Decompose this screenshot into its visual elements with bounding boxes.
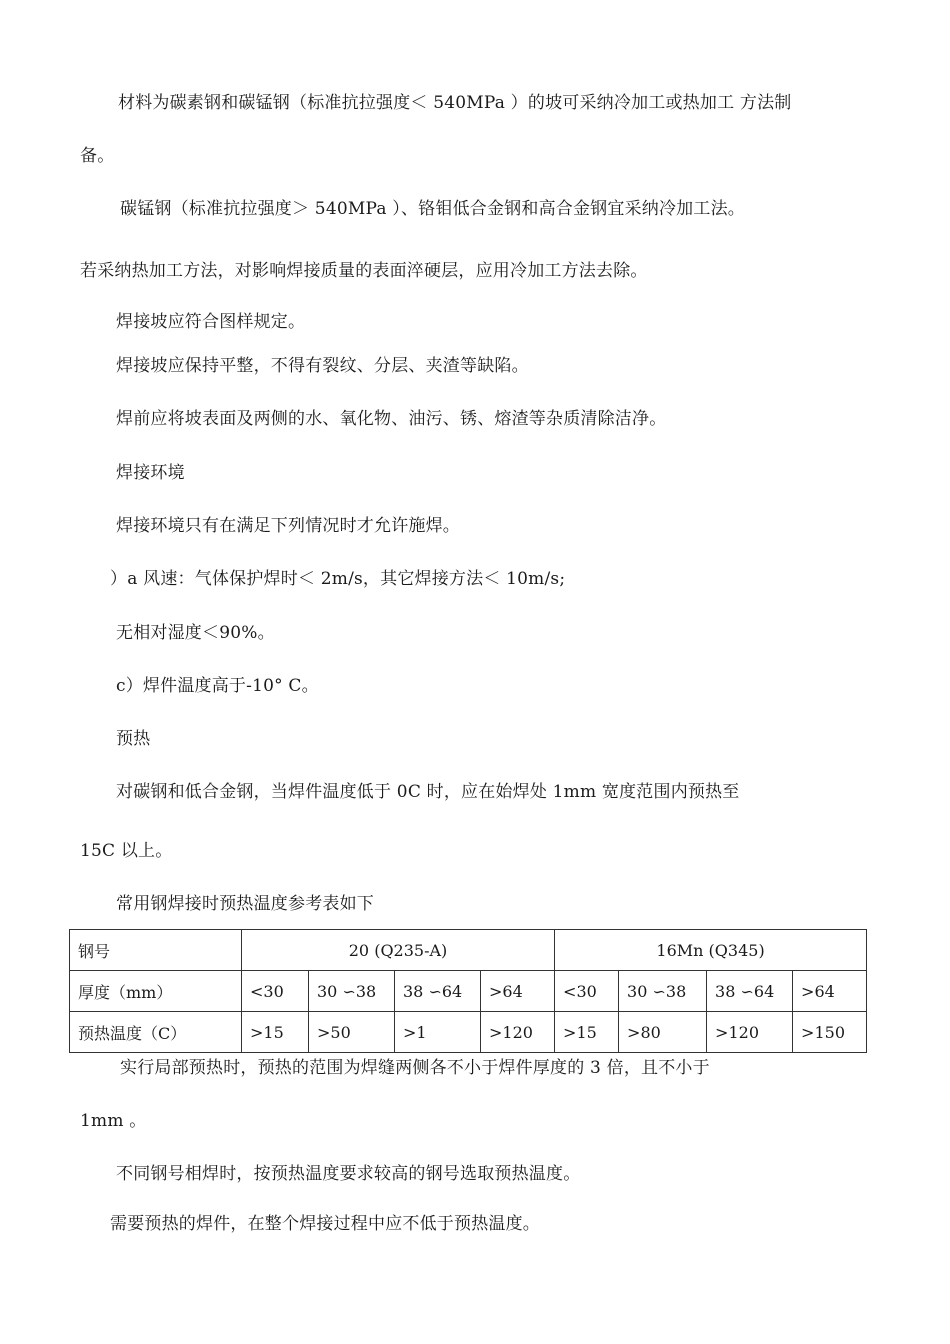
list-item-wind-speed: ）a 风速：气体保护焊时＜ 2m/s，其它焊接方法＜ 10m/s; (110, 569, 566, 589)
paragraph-bevel-clean: 焊前应将坡表面及两侧的水、氧化物、油污、锈、熔渣等杂质清除洁净。 (116, 409, 667, 429)
table-cell: <30 (555, 971, 619, 1012)
table-caption: 常用钢焊接时预热温度参考表如下 (116, 894, 374, 914)
table-cell: 30 ∽38 (619, 971, 707, 1012)
table-cell: >120 (481, 1012, 555, 1053)
table-cell: >120 (707, 1012, 793, 1053)
paragraph-local-preheat-cont: 1mm 。 (80, 1111, 147, 1131)
header-steel-grade-label: 钢号 (70, 930, 242, 971)
paragraph-environment-conditions: 焊接环境只有在满足下列情况时才允许施焊。 (116, 516, 460, 536)
paragraph-bevel-drawing: 焊接坡应符合图样规定。 (116, 312, 306, 332)
table-cell: >150 (793, 1012, 867, 1053)
paragraph-bevel-flat: 焊接坡应保持平整，不得有裂纹、分层、夹渣等缺陷。 (116, 356, 529, 376)
list-item-humidity: 无相对湿度＜90%。 (116, 623, 275, 643)
list-item-temperature: c）焊件温度高于-10° C。 (116, 676, 319, 696)
table-cell: >80 (619, 1012, 707, 1053)
table-cell: >64 (793, 971, 867, 1012)
table-cell: 38 ∽64 (707, 971, 793, 1012)
table-cell: >50 (309, 1012, 395, 1053)
paragraph-bevel-method-cont: 备。 (80, 146, 115, 166)
paragraph-local-preheat: 实行局部预热时，预热的范围为焊缝两侧各不小于焊件厚度的 3 倍，且不小于 (120, 1058, 710, 1078)
heading-preheat: 预热 (116, 729, 151, 749)
heading-welding-environment: 焊接环境 (116, 463, 185, 483)
table-cell: >64 (481, 971, 555, 1012)
thickness-label: 厚度（mm） (70, 971, 242, 1012)
paragraph-preheat-rule-cont: 15C 以上。 (80, 841, 173, 861)
header-steel-b: 16Mn (Q345) (555, 930, 867, 971)
paragraph-hot-processing: 若采纳热加工方法，对影响焊接质量的表面淬硬层，应用冷加工方法去除。 (80, 261, 648, 281)
preheat-temperature-table (69, 929, 867, 1053)
table-cell: >15 (555, 1012, 619, 1053)
table-cell: 38 ∽64 (395, 971, 481, 1012)
table-cell: >1 (395, 1012, 481, 1053)
table-cell: >15 (242, 1012, 309, 1053)
paragraph-different-grades: 不同钢号相焊时，按预热温度要求较高的钢号选取预热温度。 (116, 1164, 581, 1184)
paragraph-bevel-method: 材料为碳素钢和碳锰钢（标准抗拉强度＜ 540MPa ）的坡可采纳冷加工或热加工 方法制 (118, 93, 792, 113)
table-row (70, 1012, 867, 1053)
paragraph-cold-processing: 碳锰钢（标准抗拉强度＞ 540MPa ）、铬钼低合金钢和高合金钢宜采纳冷加工法。 (120, 199, 745, 219)
paragraph-preheat-rule: 对碳钢和低合金钢，当焊件温度低于 0C 时，应在始焊处 1mm 宽度范围内预热至 (116, 782, 740, 802)
paragraph-maintain-preheat: 需要预热的焊件，在整个焊接过程中应不低于预热温度。 (110, 1214, 540, 1234)
table-row (70, 930, 867, 971)
table-cell: <30 (242, 971, 309, 1012)
table-cell: 30 ∽38 (309, 971, 395, 1012)
table-row (70, 971, 867, 1012)
preheat-temp-label: 预热温度（C） (70, 1012, 242, 1053)
header-steel-a: 20 (Q235-A) (242, 930, 555, 971)
